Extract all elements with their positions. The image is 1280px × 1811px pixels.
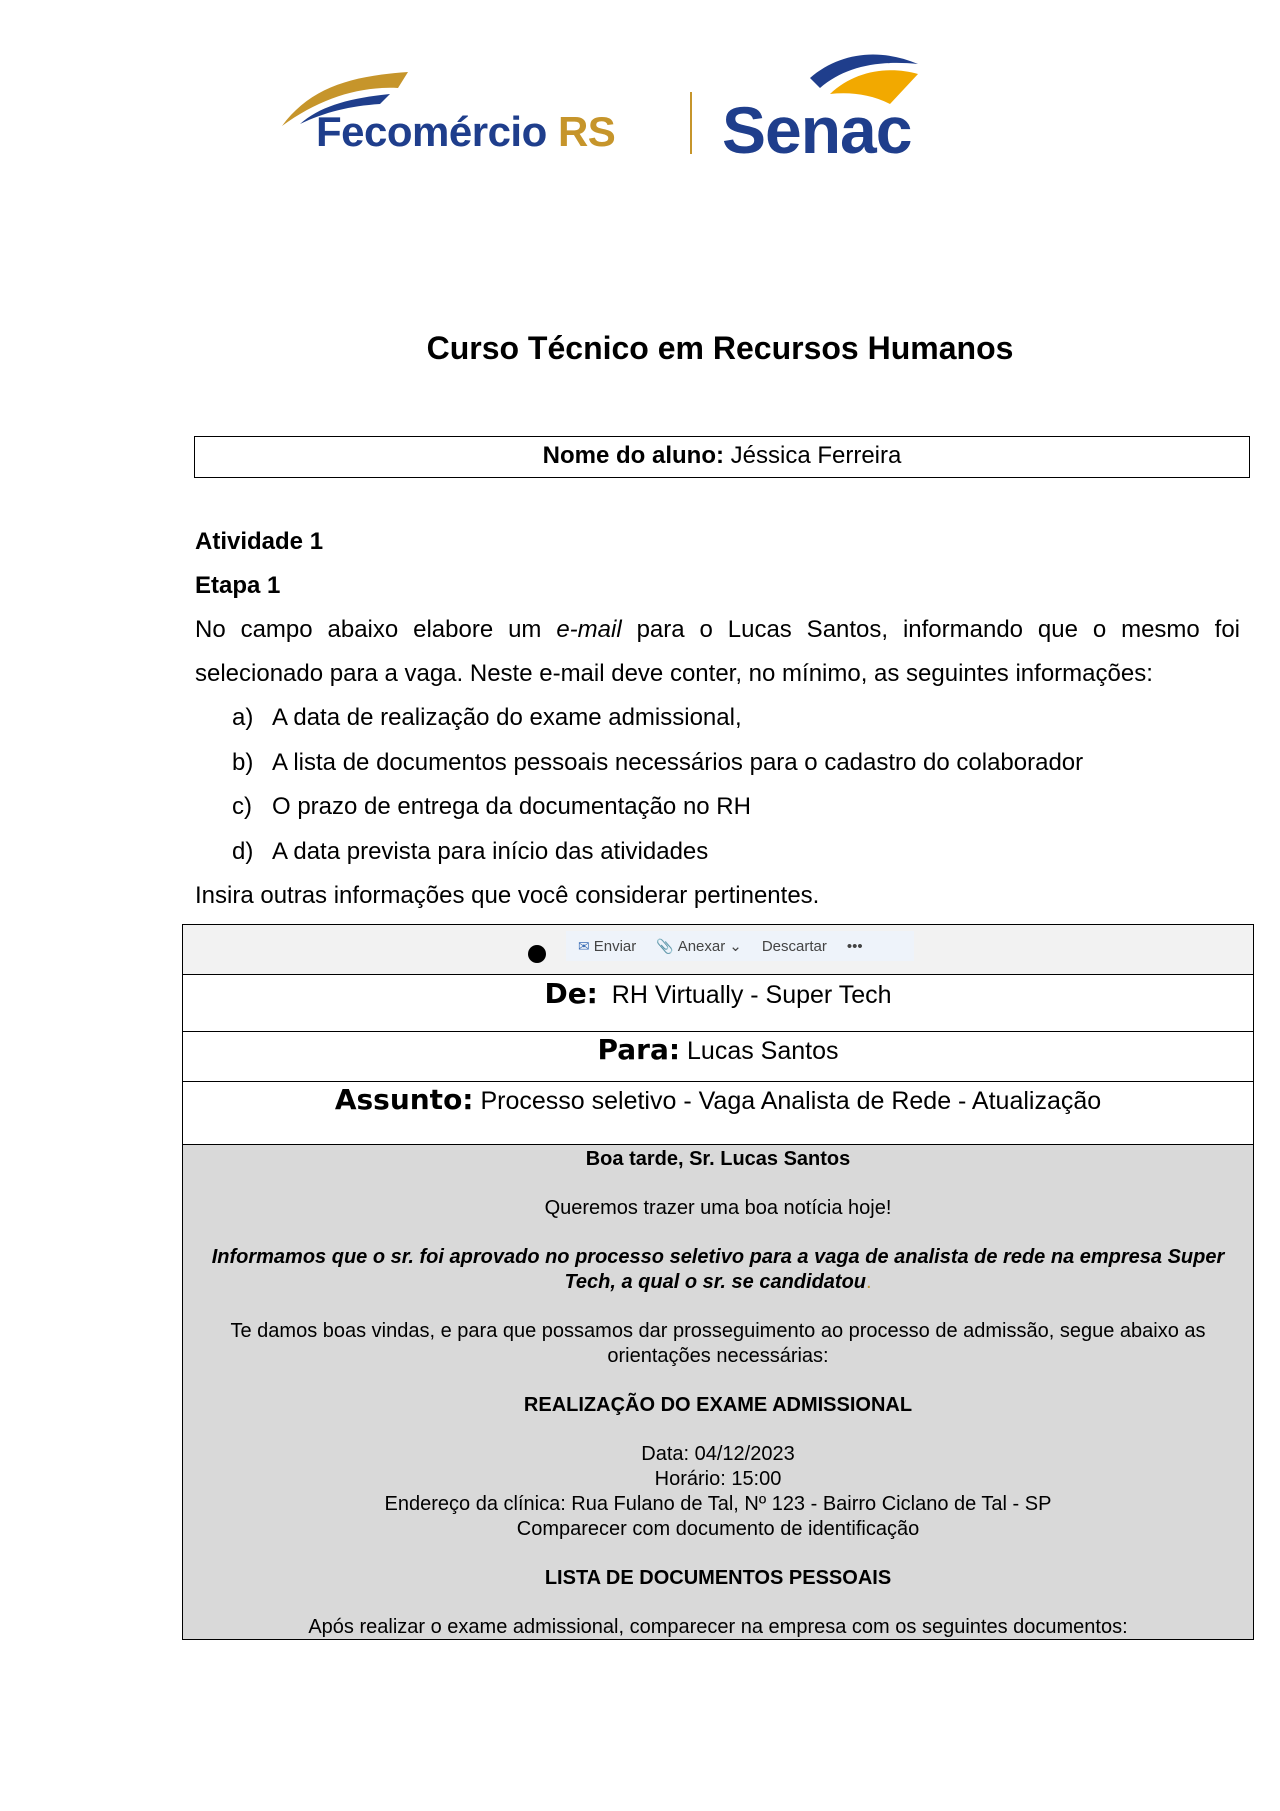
to-value: Lucas Santos bbox=[687, 1037, 839, 1065]
paperclip-icon: 📎 bbox=[656, 937, 674, 954]
student-name: Jéssica Ferreira bbox=[730, 442, 902, 469]
docs-intro: Após realizar o exame admissional, comparecer na empresa com os seguintes documentos: bbox=[308, 1616, 1128, 1638]
student-name-box bbox=[194, 436, 1250, 478]
more-icon: ••• bbox=[846, 937, 863, 955]
email-body[interactable] bbox=[183, 1145, 1253, 1639]
closing-instruction: Insira outras informações que você considerar pertinentes. bbox=[195, 882, 820, 909]
exam-heading: REALIZAÇÃO DO EXAME ADMISSIONAL bbox=[523, 1394, 913, 1416]
step-heading: Etapa 1 bbox=[195, 572, 281, 599]
exam-address: Endereço da clínica: Rua Fulano de Tal, Nº 123 - Bairro Ciclano de Tal - SP bbox=[384, 1493, 1052, 1515]
header-logo bbox=[280, 48, 960, 168]
docs-heading: LISTA DE DOCUMENTOS PESSOAIS bbox=[544, 1567, 892, 1589]
bullet-icon bbox=[528, 945, 546, 963]
exam-time: Horário: 15:00 bbox=[654, 1468, 782, 1490]
list-item-label: b) bbox=[232, 749, 254, 776]
from-label: De: bbox=[544, 977, 598, 1010]
subject-value: Processo seletivo - Vaga Analista de Rede - Atualização bbox=[480, 1087, 1102, 1115]
email-good-news: Queremos trazer uma boa notícia hoje! bbox=[544, 1197, 892, 1219]
subject-label: Assunto: bbox=[334, 1083, 474, 1116]
send-button[interactable] bbox=[578, 938, 636, 955]
list-item-label: c) bbox=[232, 793, 252, 820]
email-greeting: Boa tarde, Sr. Lucas Santos bbox=[585, 1148, 851, 1170]
list-item-text: O prazo de entrega da documentação no RH bbox=[272, 793, 751, 820]
exam-date: Data: 04/12/2023 bbox=[641, 1443, 795, 1465]
more-options-button[interactable] bbox=[847, 938, 863, 955]
intro-pre: No campo abaixo elabore um bbox=[195, 616, 542, 643]
instructions-paragraph bbox=[195, 608, 1240, 696]
approval-tail: . bbox=[866, 1271, 872, 1293]
list-item-text: A lista de documentos pessoais necessários para o cadastro do colaborador bbox=[272, 749, 1084, 776]
send-icon: ✉ bbox=[578, 937, 590, 954]
email-compose bbox=[182, 924, 1254, 1640]
email-welcome: Te damos boas vindas, e para que possamos dar prosseguimento ao processo de admissão, segue abaixo as orientações necessárias: bbox=[230, 1320, 1206, 1367]
to-field[interactable] bbox=[183, 1032, 1253, 1082]
logo-divider bbox=[690, 92, 692, 154]
intro-post: para o Lucas Santos, informando que o mesmo foi bbox=[636, 616, 1241, 643]
list-item bbox=[232, 838, 708, 866]
fecomercio-logo-text bbox=[316, 108, 615, 156]
from-value: RH Virtually - Super Tech bbox=[611, 981, 892, 1009]
to-label: Para: bbox=[597, 1033, 681, 1066]
subject-field[interactable] bbox=[183, 1082, 1253, 1145]
senac-logo-text: Senac bbox=[722, 93, 912, 167]
activity-heading: Atividade 1 bbox=[195, 528, 324, 555]
list-item-text: A data prevista para início das atividades bbox=[272, 838, 709, 865]
list-item bbox=[232, 793, 751, 821]
logo-left-suffix: RS bbox=[557, 108, 616, 155]
attach-label: Anexar bbox=[677, 937, 726, 955]
list-item-text: A data de realização do exame admissional, bbox=[272, 704, 742, 731]
discard-label: Descartar bbox=[761, 937, 827, 955]
page-title: Curso Técnico em Recursos Humanos bbox=[426, 330, 1014, 366]
toolbar-actions bbox=[566, 931, 914, 961]
attach-button[interactable] bbox=[656, 937, 742, 955]
list-item-label: a) bbox=[232, 704, 254, 731]
email-approval bbox=[193, 1245, 1243, 1295]
intro-emphasis: e-mail bbox=[556, 616, 622, 643]
discard-button[interactable] bbox=[762, 938, 827, 955]
approval-text: Informamos que o sr. foi aprovado no processo seletivo para a vaga de analista de rede na empresa Super Tech, a qual o sr. se candidatou bbox=[211, 1246, 1225, 1293]
logo-left-text: Fecomércio bbox=[316, 108, 547, 155]
send-label: Enviar bbox=[593, 937, 637, 955]
chevron-down-icon: ⌄ bbox=[729, 938, 742, 955]
email-toolbar bbox=[183, 925, 1253, 975]
student-name-label: Nome do aluno: bbox=[542, 442, 724, 469]
list-item-label: d) bbox=[232, 838, 254, 865]
instructions-line-2: selecionado para a vaga. Neste e-mail deve conter, no mínimo, as seguintes informações: bbox=[195, 660, 1153, 687]
from-field[interactable] bbox=[183, 975, 1253, 1032]
list-item bbox=[232, 749, 1083, 777]
exam-note: Comparecer com documento de identificação bbox=[516, 1518, 920, 1540]
instructions-line-1 bbox=[195, 608, 1240, 652]
list-item bbox=[232, 704, 742, 732]
